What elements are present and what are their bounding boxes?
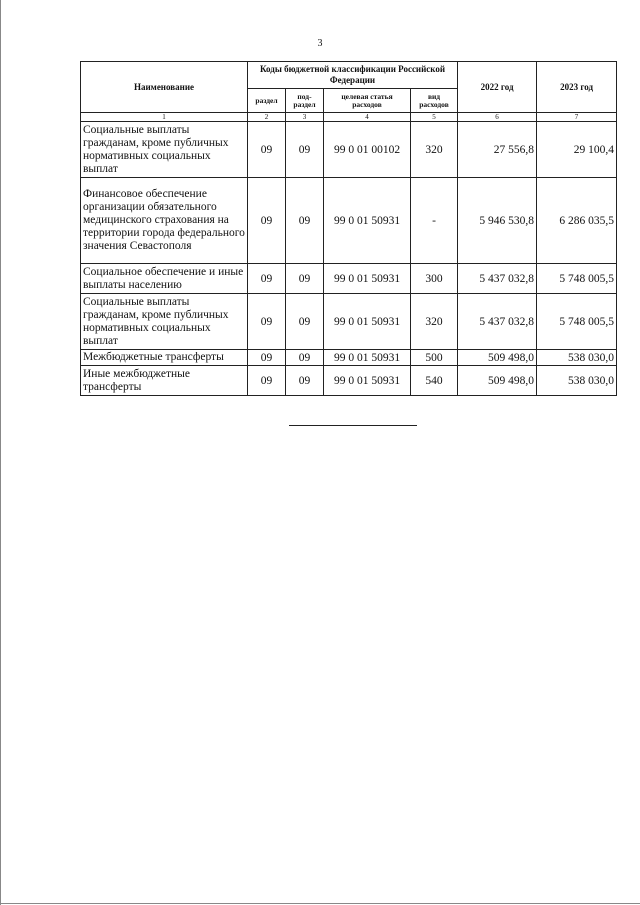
table-row (81, 366, 617, 396)
row-target: 99 0 01 50931 (324, 178, 411, 264)
row-2022: 5 437 032,8 (458, 264, 537, 294)
row-subsection: 09 (286, 350, 324, 366)
header-name: Наименование (81, 62, 248, 113)
row-name: Социальное обеспечение и иные выплаты населению (81, 264, 248, 294)
row-name: Социальные выплаты гражданам, кроме публичных нормативных социальных выплат (81, 122, 248, 178)
column-number: 2 (248, 113, 286, 122)
row-subsection: 09 (286, 294, 324, 350)
row-target: 99 0 01 50931 (324, 294, 411, 350)
header-year-2022: 2022 год (458, 62, 537, 113)
row-2023: 5 748 005,5 (537, 294, 617, 350)
column-number: 5 (411, 113, 458, 122)
table-row (81, 294, 617, 350)
header-subsection: под-раздел (286, 89, 324, 113)
row-subsection: 09 (286, 178, 324, 264)
table-row (81, 178, 617, 264)
table-row (81, 350, 617, 366)
row-2022: 5 946 530,8 (458, 178, 537, 264)
end-of-table-rule (289, 425, 417, 426)
row-type: - (411, 178, 458, 264)
row-type: 540 (411, 366, 458, 396)
row-section: 09 (248, 294, 286, 350)
row-type: 500 (411, 350, 458, 366)
row-2023: 538 030,0 (537, 350, 617, 366)
row-subsection: 09 (286, 366, 324, 396)
row-subsection: 09 (286, 264, 324, 294)
row-2023: 6 286 035,5 (537, 178, 617, 264)
row-target: 99 0 01 50931 (324, 264, 411, 294)
scan-left-edge (0, 0, 1, 905)
row-type: 320 (411, 122, 458, 178)
column-number: 3 (286, 113, 324, 122)
row-2022: 509 498,0 (458, 366, 537, 396)
budget-table (80, 61, 617, 396)
row-name: Финансовое обеспечение организации обязательного медицинского страхования на территории города федерального значения Севастополя (81, 178, 248, 264)
column-number: 4 (324, 113, 411, 122)
row-target: 99 0 01 50931 (324, 350, 411, 366)
row-type: 320 (411, 294, 458, 350)
table-row (81, 122, 617, 178)
row-target: 99 0 01 50931 (324, 366, 411, 396)
row-section: 09 (248, 178, 286, 264)
row-2022: 27 556,8 (458, 122, 537, 178)
row-2023: 538 030,0 (537, 366, 617, 396)
header-type: вид расходов (411, 89, 458, 113)
row-type: 300 (411, 264, 458, 294)
row-section: 09 (248, 264, 286, 294)
header-target: целевая статья расходов (324, 89, 411, 113)
column-number: 6 (458, 113, 537, 122)
row-subsection: 09 (286, 122, 324, 178)
row-section: 09 (248, 122, 286, 178)
row-name: Межбюджетные трансферты (81, 350, 248, 366)
header-section: раздел (248, 89, 286, 113)
column-number: 1 (81, 113, 248, 122)
row-2022: 509 498,0 (458, 350, 537, 366)
header-year-2023: 2023 год (537, 62, 617, 113)
row-2022: 5 437 032,8 (458, 294, 537, 350)
table-row (81, 264, 617, 294)
column-number: 7 (537, 113, 617, 122)
scan-bottom-edge (0, 903, 640, 904)
header-codes-group: Коды бюджетной классификации Российской Федерации (248, 62, 458, 89)
row-2023: 5 748 005,5 (537, 264, 617, 294)
row-section: 09 (248, 366, 286, 396)
row-name: Иные межбюджетные трансферты (81, 366, 248, 396)
page-number: 3 (317, 38, 323, 49)
column-number-row (81, 113, 617, 122)
row-name: Социальные выплаты гражданам, кроме публичных нормативных социальных выплат (81, 294, 248, 350)
row-target: 99 0 01 00102 (324, 122, 411, 178)
row-2023: 29 100,4 (537, 122, 617, 178)
row-section: 09 (248, 350, 286, 366)
